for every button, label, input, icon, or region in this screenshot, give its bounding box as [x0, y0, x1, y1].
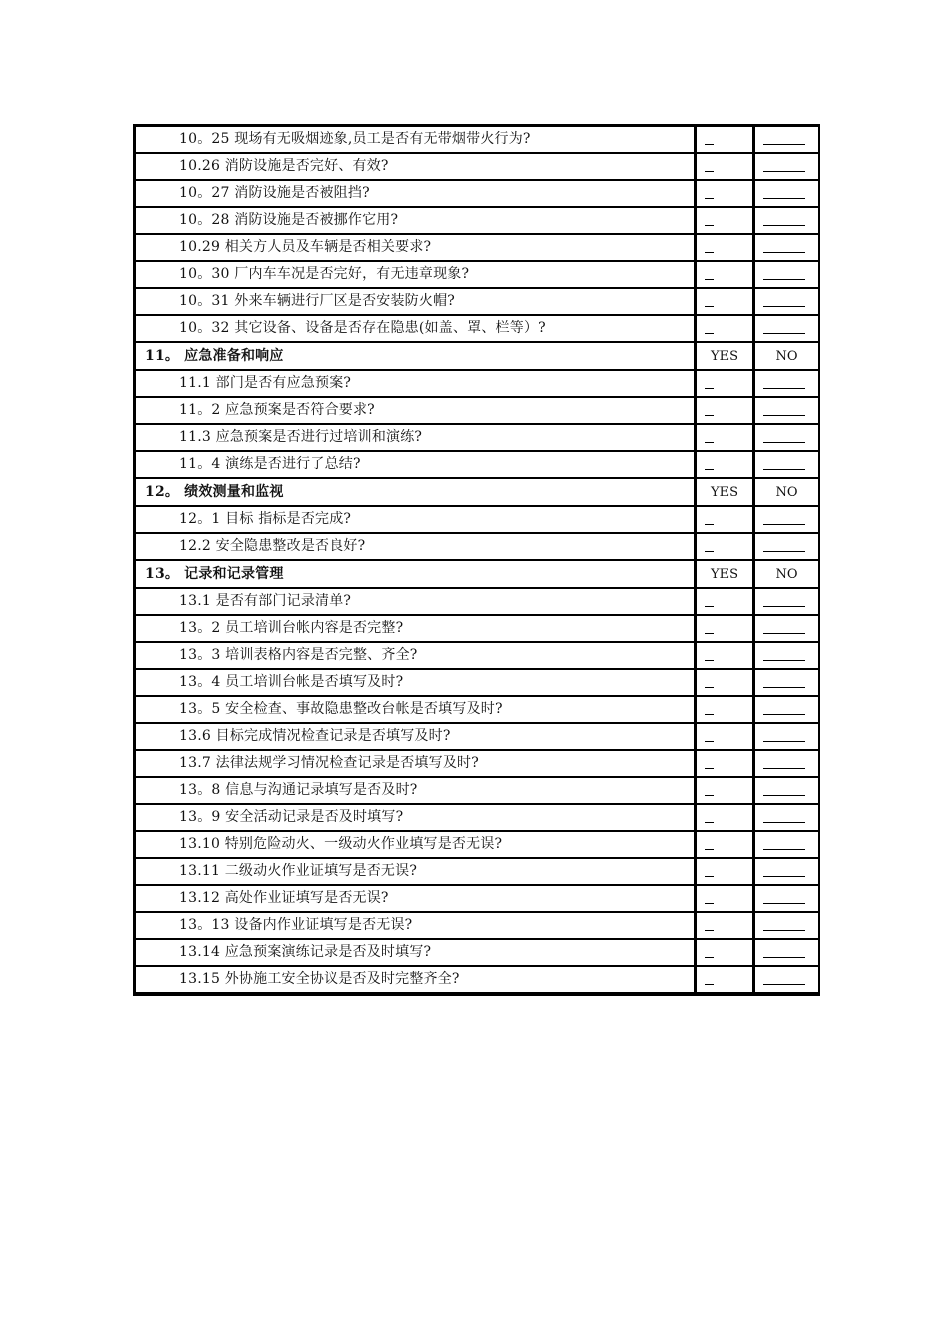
question-text: 13.12 高处作业证填写是否无误?: [136, 885, 696, 912]
checklist-table-wrapper: [133, 124, 820, 996]
yes-blank[interactable]: [705, 970, 714, 985]
no-answer-cell[interactable]: [754, 424, 819, 451]
checklist-row: [136, 804, 819, 831]
no-blank[interactable]: [763, 265, 805, 280]
yes-answer-cell[interactable]: [696, 966, 754, 993]
question-text: 11。4 演练是否进行了总结?: [136, 451, 696, 478]
question-text: 13.11 二级动火作业证填写是否无误?: [136, 858, 696, 885]
yes-answer-cell[interactable]: [696, 370, 754, 397]
checklist-row: [136, 939, 819, 966]
section-header-row: [136, 560, 819, 588]
yes-answer-cell[interactable]: [696, 642, 754, 669]
yes-blank[interactable]: [705, 401, 714, 416]
yes-answer-cell[interactable]: [696, 777, 754, 804]
yes-blank[interactable]: [705, 943, 714, 958]
yes-blank[interactable]: [705, 374, 714, 389]
yes-blank[interactable]: [705, 754, 714, 769]
yes-answer-cell[interactable]: [696, 858, 754, 885]
yes-answer-cell[interactable]: [696, 451, 754, 478]
no-blank[interactable]: [763, 592, 805, 607]
no-blank[interactable]: [763, 238, 805, 253]
yes-blank[interactable]: [705, 673, 714, 688]
no-answer-cell[interactable]: [754, 451, 819, 478]
yes-blank[interactable]: [705, 455, 714, 470]
no-blank[interactable]: [763, 646, 805, 661]
checklist-row: [136, 153, 819, 180]
no-answer-cell[interactable]: [754, 207, 819, 234]
yes-answer-cell[interactable]: [696, 615, 754, 642]
checklist-row: [136, 180, 819, 207]
no-answer-cell[interactable]: [754, 261, 819, 288]
question-text: 10。28 消防设施是否被挪作它用?: [136, 207, 696, 234]
yes-answer-cell[interactable]: [696, 669, 754, 696]
no-blank[interactable]: [763, 455, 805, 470]
yes-blank[interactable]: [705, 537, 714, 552]
no-blank[interactable]: [763, 211, 805, 226]
yes-answer-cell[interactable]: [696, 831, 754, 858]
no-blank[interactable]: [763, 943, 805, 958]
yes-answer-cell[interactable]: [696, 234, 754, 261]
yes-blank[interactable]: [705, 265, 714, 280]
checklist-row: [136, 127, 819, 154]
no-answer-cell[interactable]: [754, 723, 819, 750]
yes-blank[interactable]: [705, 889, 714, 904]
question-text: 13。9 安全活动记录是否及时填写?: [136, 804, 696, 831]
checklist-row: [136, 506, 819, 533]
yes-blank[interactable]: [705, 646, 714, 661]
no-answer-cell[interactable]: [754, 588, 819, 615]
yes-blank[interactable]: [705, 319, 714, 334]
no-blank[interactable]: [763, 184, 805, 199]
no-answer-cell[interactable]: [754, 642, 819, 669]
no-answer-cell[interactable]: [754, 370, 819, 397]
question-text: 13。2 员工培训台帐内容是否完整?: [136, 615, 696, 642]
no-blank[interactable]: [763, 428, 805, 443]
checklist-table: [135, 126, 819, 994]
no-blank[interactable]: [763, 916, 805, 931]
no-answer-cell[interactable]: [754, 127, 819, 154]
yes-blank[interactable]: [705, 727, 714, 742]
no-answer-cell[interactable]: [754, 234, 819, 261]
yes-answer-cell[interactable]: [696, 261, 754, 288]
checklist-row: [136, 234, 819, 261]
no-blank[interactable]: [763, 292, 805, 307]
checklist-row: [136, 723, 819, 750]
yes-blank[interactable]: [705, 211, 714, 226]
no-blank[interactable]: [763, 700, 805, 715]
yes-blank[interactable]: [705, 862, 714, 877]
yes-answer-cell[interactable]: [696, 804, 754, 831]
question-text: 13.14 应急预案演练记录是否及时填写?: [136, 939, 696, 966]
yes-blank[interactable]: [705, 700, 714, 715]
checklist-row: [136, 315, 819, 342]
yes-blank[interactable]: [705, 808, 714, 823]
no-blank[interactable]: [763, 374, 805, 389]
yes-answer-cell[interactable]: [696, 885, 754, 912]
yes-blank[interactable]: [705, 130, 714, 145]
yes-blank[interactable]: [705, 184, 714, 199]
no-answer-cell[interactable]: [754, 885, 819, 912]
no-answer-cell[interactable]: [754, 831, 819, 858]
no-answer-cell[interactable]: [754, 939, 819, 966]
no-answer-cell[interactable]: [754, 750, 819, 777]
yes-blank[interactable]: [705, 781, 714, 796]
question-text: 13。3 培训表格内容是否完整、齐全?: [136, 642, 696, 669]
no-blank[interactable]: [763, 808, 805, 823]
no-blank[interactable]: [763, 781, 805, 796]
no-answer-cell[interactable]: [754, 615, 819, 642]
checklist-row: [136, 885, 819, 912]
question-text: 10。27 消防设施是否被阻挡?: [136, 180, 696, 207]
checklist-row: [136, 397, 819, 424]
no-blank[interactable]: [763, 619, 805, 634]
yes-blank[interactable]: [705, 916, 714, 931]
no-answer-cell[interactable]: [754, 315, 819, 342]
yes-column-header: YES: [696, 560, 754, 588]
checklist-row: [136, 288, 819, 315]
no-answer-cell[interactable]: [754, 777, 819, 804]
no-blank[interactable]: [763, 157, 805, 172]
section-title: 12。 绩效测量和监视: [136, 478, 696, 506]
no-blank[interactable]: [763, 727, 805, 742]
section-title: 13。 记录和记录管理: [136, 560, 696, 588]
question-text: 10。32 其它设备、设备是否存在隐患(如盖、罩、栏等）?: [136, 315, 696, 342]
no-column-header: NO: [754, 478, 819, 506]
no-blank[interactable]: [763, 835, 805, 850]
question-text: 10。30 厂内车车况是否完好，有无违章现象?: [136, 261, 696, 288]
no-blank[interactable]: [763, 130, 805, 145]
no-answer-cell[interactable]: [754, 912, 819, 939]
yes-answer-cell[interactable]: [696, 315, 754, 342]
yes-blank[interactable]: [705, 592, 714, 607]
no-column-header: NO: [754, 560, 819, 588]
no-blank[interactable]: [763, 754, 805, 769]
no-blank[interactable]: [763, 862, 805, 877]
yes-answer-cell[interactable]: [696, 912, 754, 939]
no-answer-cell[interactable]: [754, 533, 819, 560]
question-text: 12.2 安全隐患整改是否良好?: [136, 533, 696, 560]
yes-blank[interactable]: [705, 238, 714, 253]
question-text: 13。8 信息与沟通记录填写是否及时?: [136, 777, 696, 804]
question-text: 13.1 是否有部门记录清单?: [136, 588, 696, 615]
checklist-row: [136, 424, 819, 451]
checklist-row: [136, 207, 819, 234]
question-text: 13.7 法律法规学习情况检查记录是否填写及时?: [136, 750, 696, 777]
question-text: 13。5 安全检查、事故隐患整改台帐是否填写及时?: [136, 696, 696, 723]
checklist-row: [136, 966, 819, 993]
checklist-row: [136, 696, 819, 723]
no-answer-cell[interactable]: [754, 669, 819, 696]
yes-blank[interactable]: [705, 835, 714, 850]
yes-answer-cell[interactable]: [696, 180, 754, 207]
yes-blank[interactable]: [705, 619, 714, 634]
no-blank[interactable]: [763, 537, 805, 552]
no-column-header: NO: [754, 342, 819, 370]
question-text: 13.10 特别危险动火、一级动火作业填写是否无误?: [136, 831, 696, 858]
checklist-row: [136, 261, 819, 288]
yes-answer-cell[interactable]: [696, 207, 754, 234]
section-header-row: [136, 478, 819, 506]
section-header-row: [136, 342, 819, 370]
checklist-body: [136, 127, 819, 994]
checklist-row: [136, 615, 819, 642]
yes-answer-cell[interactable]: [696, 424, 754, 451]
yes-blank[interactable]: [705, 428, 714, 443]
yes-answer-cell[interactable]: [696, 288, 754, 315]
question-text: 10。25 现场有无吸烟迹象,员工是否有无带烟带火行为?: [136, 127, 696, 154]
checklist-row: [136, 370, 819, 397]
question-text: 10.29 相关方人员及车辆是否相关要求?: [136, 234, 696, 261]
no-answer-cell[interactable]: [754, 804, 819, 831]
checklist-row: [136, 451, 819, 478]
yes-answer-cell[interactable]: [696, 696, 754, 723]
checklist-row: [136, 777, 819, 804]
question-text: 13.15 外协施工安全协议是否及时完整齐全?: [136, 966, 696, 993]
yes-column-header: YES: [696, 342, 754, 370]
yes-answer-cell[interactable]: [696, 723, 754, 750]
no-answer-cell[interactable]: [754, 696, 819, 723]
checklist-row: [136, 831, 819, 858]
checklist-row: [136, 533, 819, 560]
no-answer-cell[interactable]: [754, 858, 819, 885]
no-blank[interactable]: [763, 970, 805, 985]
question-text: 11.3 应急预案是否进行过培训和演练?: [136, 424, 696, 451]
yes-column-header: YES: [696, 478, 754, 506]
question-text: 10。31 外来车辆进行厂区是否安装防火帽?: [136, 288, 696, 315]
checklist-row: [136, 669, 819, 696]
no-answer-cell[interactable]: [754, 180, 819, 207]
yes-answer-cell[interactable]: [696, 127, 754, 154]
yes-answer-cell[interactable]: [696, 153, 754, 180]
question-text: 13.6 目标完成情况检查记录是否填写及时?: [136, 723, 696, 750]
question-text: 13。13 设备内作业证填写是否无误?: [136, 912, 696, 939]
question-text: 13。4 员工培训台帐是否填写及时?: [136, 669, 696, 696]
no-answer-cell[interactable]: [754, 506, 819, 533]
checklist-row: [136, 588, 819, 615]
no-blank[interactable]: [763, 673, 805, 688]
question-text: 11。2 应急预案是否符合要求?: [136, 397, 696, 424]
no-answer-cell[interactable]: [754, 397, 819, 424]
checklist-row: [136, 858, 819, 885]
no-answer-cell[interactable]: [754, 966, 819, 993]
yes-blank[interactable]: [705, 292, 714, 307]
no-blank[interactable]: [763, 889, 805, 904]
no-blank[interactable]: [763, 319, 805, 334]
no-blank[interactable]: [763, 510, 805, 525]
no-blank[interactable]: [763, 401, 805, 416]
checklist-row: [136, 750, 819, 777]
yes-blank[interactable]: [705, 510, 714, 525]
yes-answer-cell[interactable]: [696, 750, 754, 777]
yes-blank[interactable]: [705, 157, 714, 172]
no-answer-cell[interactable]: [754, 153, 819, 180]
checklist-row: [136, 642, 819, 669]
question-text: 11.1 部门是否有应急预案?: [136, 370, 696, 397]
yes-answer-cell[interactable]: [696, 939, 754, 966]
yes-answer-cell[interactable]: [696, 588, 754, 615]
no-answer-cell[interactable]: [754, 288, 819, 315]
question-text: 10.26 消防设施是否完好、有效?: [136, 153, 696, 180]
yes-answer-cell[interactable]: [696, 506, 754, 533]
yes-answer-cell[interactable]: [696, 533, 754, 560]
question-text: 12。1 目标 指标是否完成?: [136, 506, 696, 533]
section-title: 11。 应急准备和响应: [136, 342, 696, 370]
yes-answer-cell[interactable]: [696, 397, 754, 424]
checklist-row: [136, 912, 819, 939]
